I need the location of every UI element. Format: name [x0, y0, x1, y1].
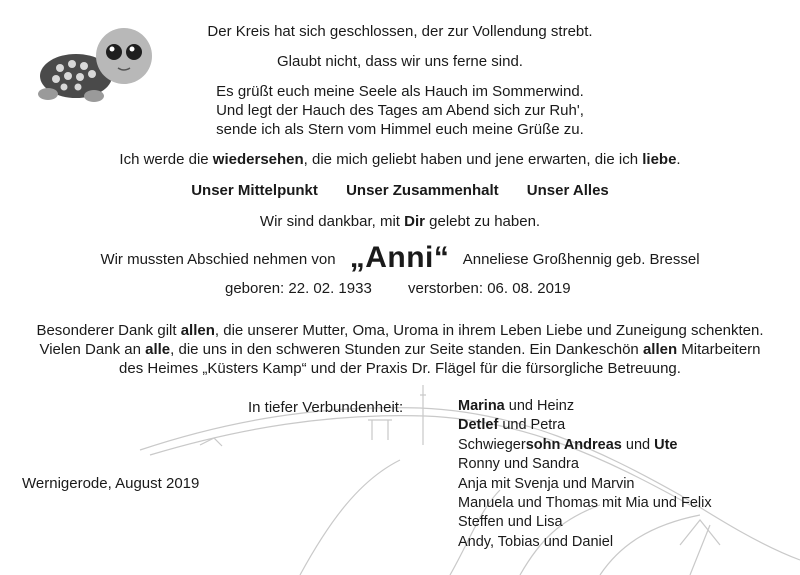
closing-phrase: In tiefer Verbundenheit:	[248, 399, 404, 416]
death-date: verstorben: 06. 08. 2019	[408, 280, 571, 297]
thanks-line-1	[0, 321, 800, 340]
motto: Unser Zusammenhalt	[346, 182, 499, 199]
quote-line	[0, 150, 800, 169]
motto: Unser Mittelpunkt	[191, 182, 318, 199]
signer-text: Schwieger	[458, 436, 526, 453]
signer	[458, 397, 712, 416]
thanks-text: , die uns in den schweren Stunden zur Seite standen. Ein Dankeschön	[170, 341, 643, 358]
thanks-text: , die unserer Mutter, Oma, Uroma in ihrem Leben Liebe und Zuneigung schenkten.	[214, 322, 764, 339]
mottos	[0, 181, 800, 200]
signers-list	[458, 397, 712, 552]
signer-bold: Ute	[654, 436, 678, 453]
deceased-nickname: „Anni“	[349, 241, 450, 274]
grateful-text: Wir sind dankbar, mit	[259, 213, 405, 230]
signer-text: und	[621, 436, 655, 453]
quote-bold-word: wiedersehen	[212, 151, 304, 168]
farewell-intro: Wir mussten Abschied nehmen von	[100, 251, 336, 268]
thanks-text: Vielen Dank an	[39, 341, 146, 358]
thanks-bold: allen	[180, 322, 215, 339]
poem-line-3: Es grüßt euch meine Seele als Hauch im Sommerwind.	[216, 83, 584, 100]
signer-bold: Marina	[458, 398, 505, 414]
poem-line-2: Glaubt nicht, dass wir uns ferne sind.	[277, 53, 523, 70]
quote-bold-word: liebe	[642, 151, 677, 168]
signer	[458, 416, 712, 435]
poem-line-1: Der Kreis hat sich geschlossen, der zur Vollendung strebt.	[207, 23, 593, 40]
signer: Manuela und Thomas mit Mia und Felix	[458, 495, 712, 512]
deceased-full-name: Anneliese Großhennig geb. Bressel	[462, 251, 700, 268]
grateful-text: gelebt zu haben.	[424, 213, 541, 230]
quote-text: , die mich geliebt haben und jene erwarten, die ich	[303, 151, 643, 168]
thanks-line-2	[0, 340, 800, 359]
motto: Unser Alles	[526, 182, 609, 199]
birth-date: geboren: 22. 02. 1933	[225, 280, 372, 297]
signer-bold: sohn Andreas	[525, 436, 622, 453]
signer: Andy, Tobias und Daniel	[458, 533, 614, 550]
poem-line-5: sende ich als Stern vom Himmel euch meine Grüße zu.	[216, 121, 584, 138]
thanks-text: Mitarbeitern	[677, 341, 761, 358]
farewell-line	[0, 241, 800, 274]
signer-text: und Heinz	[504, 398, 575, 414]
grateful-line	[0, 212, 800, 231]
thanks-bold: allen	[642, 341, 678, 358]
thanks-line-3: des Heimes „Küsters Kamp“ und der Praxis Dr. Flägel für die fürsorgliche Betreuung.	[119, 360, 681, 377]
quote-text: Ich werde die	[119, 151, 213, 168]
signer: Steffen und Lisa	[458, 514, 563, 531]
thanks-bold: alle	[145, 341, 171, 358]
place-date: Wernigerode, August 2019	[22, 475, 200, 492]
quote-text: .	[676, 151, 681, 168]
signer: Ronny und Sandra	[458, 456, 579, 473]
poem-line-4: Und legt der Hauch des Tages am Abend sich zur Ruh',	[216, 102, 584, 119]
signer	[458, 436, 712, 455]
grateful-bold: Dir	[404, 213, 425, 230]
signer: Anja mit Svenja und Marvin	[458, 475, 635, 492]
signer-text: und Petra	[498, 417, 566, 434]
thanks-text: Besonderer Dank gilt	[36, 322, 181, 339]
signer-bold: Detlef	[458, 417, 499, 434]
